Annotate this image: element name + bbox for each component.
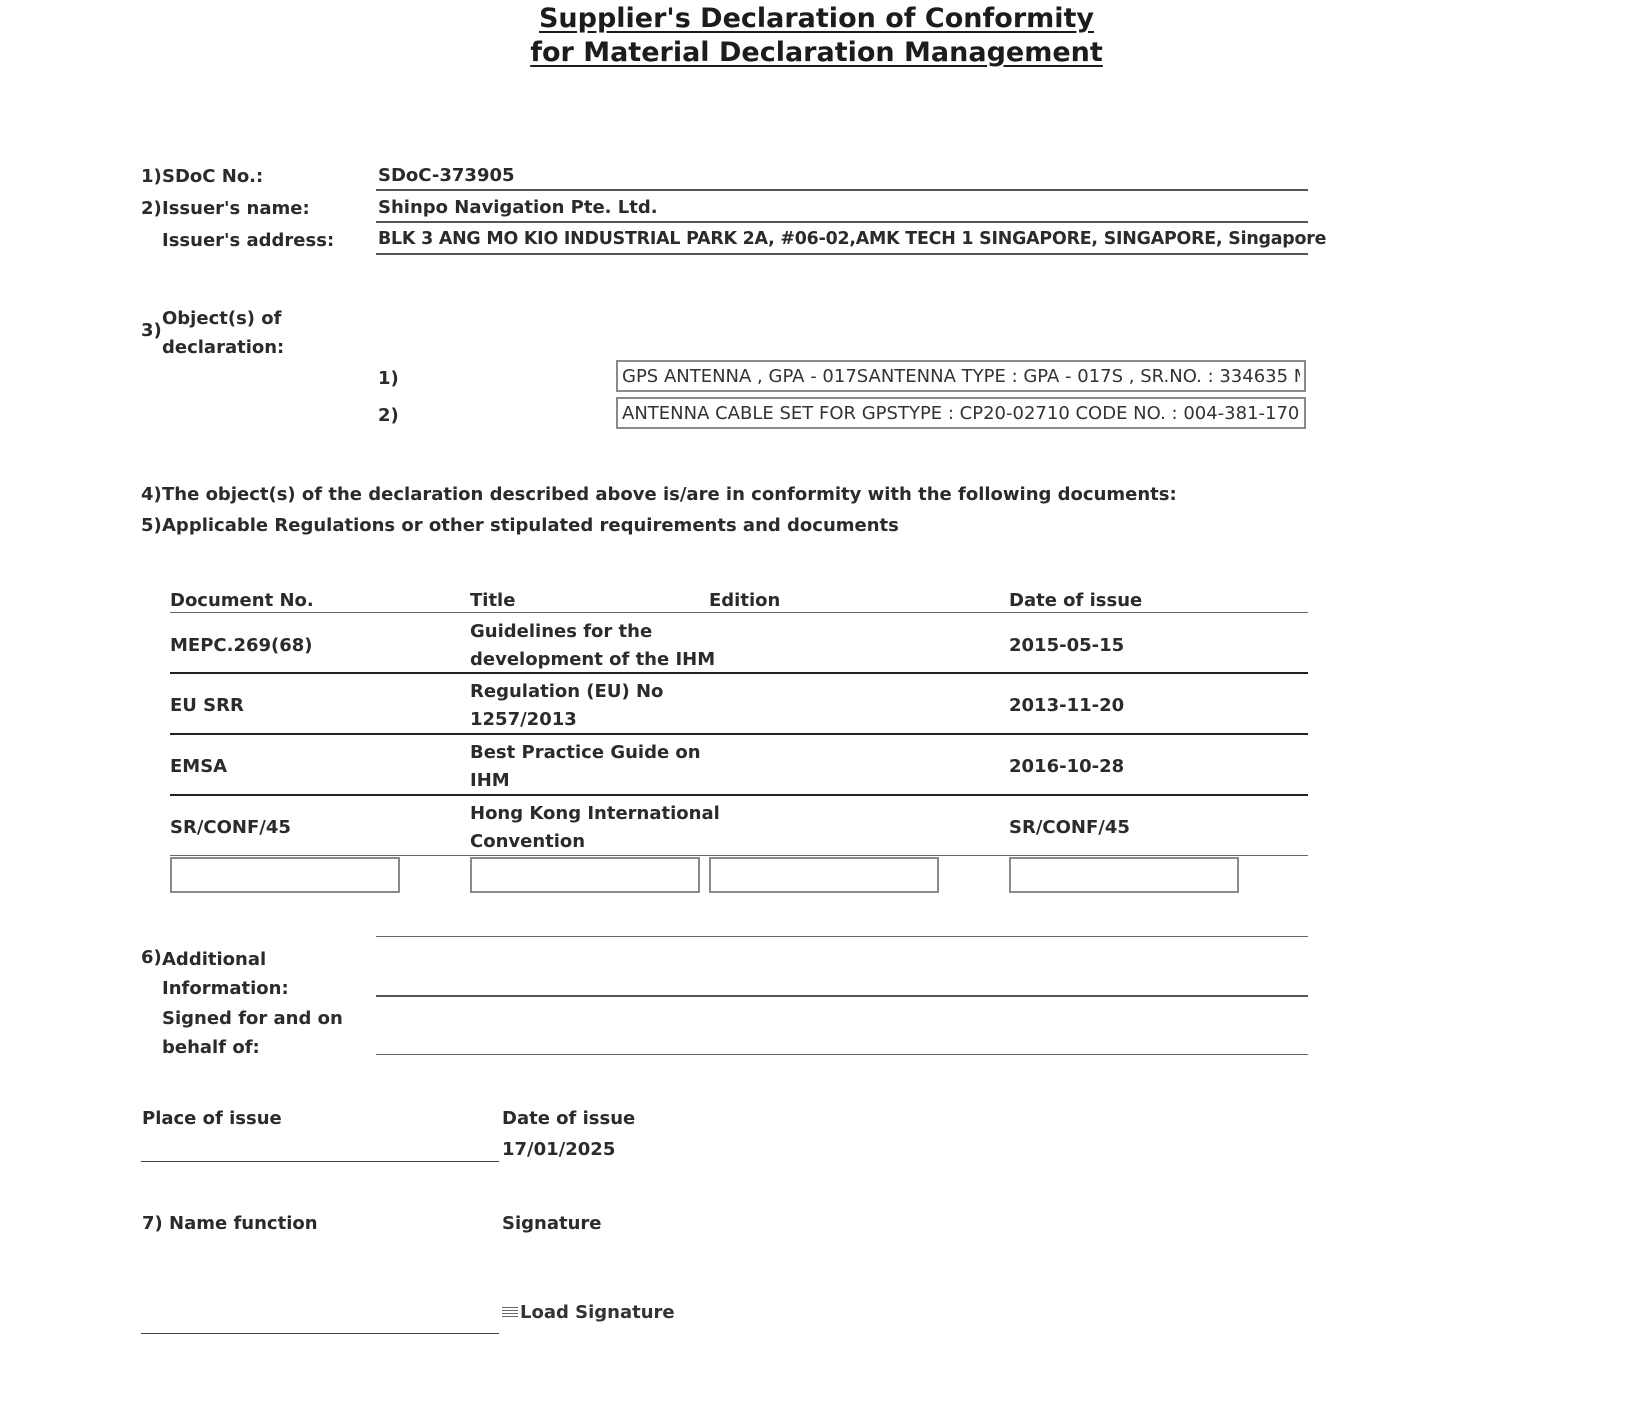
row-4-date: SR/CONF/45: [1009, 817, 1130, 838]
load-signature-label: Load Signature: [520, 1302, 675, 1323]
name-function-label: 7) Name function: [142, 1213, 318, 1234]
row-2-title-line-1: Regulation (EU) No: [470, 681, 664, 702]
column-header-document-no: Document No.: [170, 590, 314, 611]
signed-on-behalf-line-2: behalf of:: [162, 1037, 260, 1058]
signature-label: Signature: [502, 1213, 602, 1234]
additional-info-line-1[interactable]: [376, 936, 1308, 937]
additional-info-line-2[interactable]: [376, 995, 1308, 997]
name-function-field[interactable]: [141, 1333, 499, 1334]
page-subtitle: [0, 36, 1633, 70]
statement-5-text: Applicable Regulations or other stipulated requirements and documents: [162, 515, 899, 536]
place-of-issue-label: Place of issue: [142, 1108, 282, 1129]
row-divider: [170, 855, 1308, 856]
signed-on-behalf-line-1: Signed for and on: [162, 1008, 343, 1029]
new-title-input[interactable]: [470, 857, 700, 893]
title-line-2: for Material Declaration Management: [530, 37, 1103, 68]
date-of-issue-label: Date of issue: [502, 1108, 636, 1129]
objects-index: 3): [141, 320, 162, 341]
issuer-address-label: Issuer's address:: [162, 230, 335, 251]
row-2-document-no: EU SRR: [170, 695, 244, 716]
row-1-title: [470, 618, 715, 674]
row-3-document-no: EMSA: [170, 756, 228, 777]
column-header-edition: Edition: [709, 590, 781, 611]
row-3-title: [470, 739, 701, 795]
row-4-document-no: SR/CONF/45: [170, 817, 291, 838]
objects-label: [162, 304, 284, 362]
row-4-title-line-1: Hong Kong International: [470, 803, 720, 824]
place-of-issue-field[interactable]: [141, 1161, 499, 1162]
row-4-title: [470, 800, 720, 856]
sdoc-number-underline: [376, 189, 1308, 191]
row-1-title-line-1: Guidelines for the: [470, 621, 653, 642]
additional-info-label: [162, 945, 289, 1003]
new-date-input[interactable]: [1009, 857, 1239, 893]
row-2-date: 2013-11-20: [1009, 695, 1125, 716]
row-3-title-line-2: IHM: [470, 770, 510, 791]
issuer-name-underline: [376, 221, 1308, 223]
signature-image-icon: [502, 1307, 518, 1317]
object-item-1-field[interactable]: [616, 360, 1306, 392]
additional-info-index: 6): [141, 947, 162, 968]
objects-label-line-2: declaration:: [162, 337, 285, 358]
object-item-1-index: 1): [378, 368, 399, 389]
sdoc-number-index: 1): [141, 166, 162, 187]
issuer-name-value: Shinpo Navigation Pte. Ltd.: [378, 197, 658, 218]
statement-4-index: 4): [141, 484, 162, 505]
object-item-2-field[interactable]: [616, 397, 1306, 429]
row-3-title-line-1: Best Practice Guide on: [470, 742, 701, 763]
signed-on-behalf-line[interactable]: [376, 1054, 1308, 1055]
additional-info-label-line-2: Information:: [162, 978, 289, 999]
row-2-title: [470, 678, 663, 734]
new-edition-input[interactable]: [709, 857, 939, 893]
object-item-2-index: 2): [378, 405, 399, 426]
column-header-title: Title: [470, 590, 516, 611]
column-header-date-of-issue: Date of issue: [1009, 590, 1143, 611]
sdoc-number-label: SDoC No.:: [162, 166, 264, 187]
row-divider: [170, 672, 1308, 674]
statement-4-text: The object(s) of the declaration described above is/are in conformity with the following documents:: [162, 484, 1177, 505]
additional-info-label-line-1: Additional: [162, 949, 267, 970]
objects-label-line-1: Object(s) of: [162, 308, 282, 329]
issuer-name-index: 2): [141, 198, 162, 219]
row-3-date: 2016-10-28: [1009, 756, 1125, 777]
row-divider: [170, 794, 1308, 796]
title-line-1: Supplier's Declaration of Conformity: [538, 3, 1095, 34]
date-of-issue-value: 17/01/2025: [502, 1139, 616, 1160]
issuer-name-label: Issuer's name:: [162, 198, 310, 219]
page-title: [0, 2, 1633, 36]
row-4-title-line-2: Convention: [470, 831, 586, 852]
row-1-date: 2015-05-15: [1009, 635, 1125, 656]
row-2-title-line-2: 1257/2013: [470, 709, 577, 730]
issuer-address-underline: [376, 253, 1308, 255]
row-1-document-no: MEPC.269(68): [170, 635, 313, 656]
new-document-no-input[interactable]: [170, 857, 400, 893]
sdoc-number-value: SDoC-373905: [378, 165, 515, 186]
row-1-title-line-2: development of the IHM: [470, 649, 716, 670]
issuer-address-value: BLK 3 ANG MO KIO INDUSTRIAL PARK 2A, #06-02,AMK TECH 1 SINGAPORE, SINGAPORE, Singapore: [378, 229, 1327, 249]
table-header-divider: [170, 612, 1308, 613]
row-divider: [170, 733, 1308, 735]
load-signature-button[interactable]: [502, 1302, 675, 1323]
statement-5-index: 5): [141, 515, 162, 536]
signed-on-behalf-label: [162, 1004, 343, 1062]
